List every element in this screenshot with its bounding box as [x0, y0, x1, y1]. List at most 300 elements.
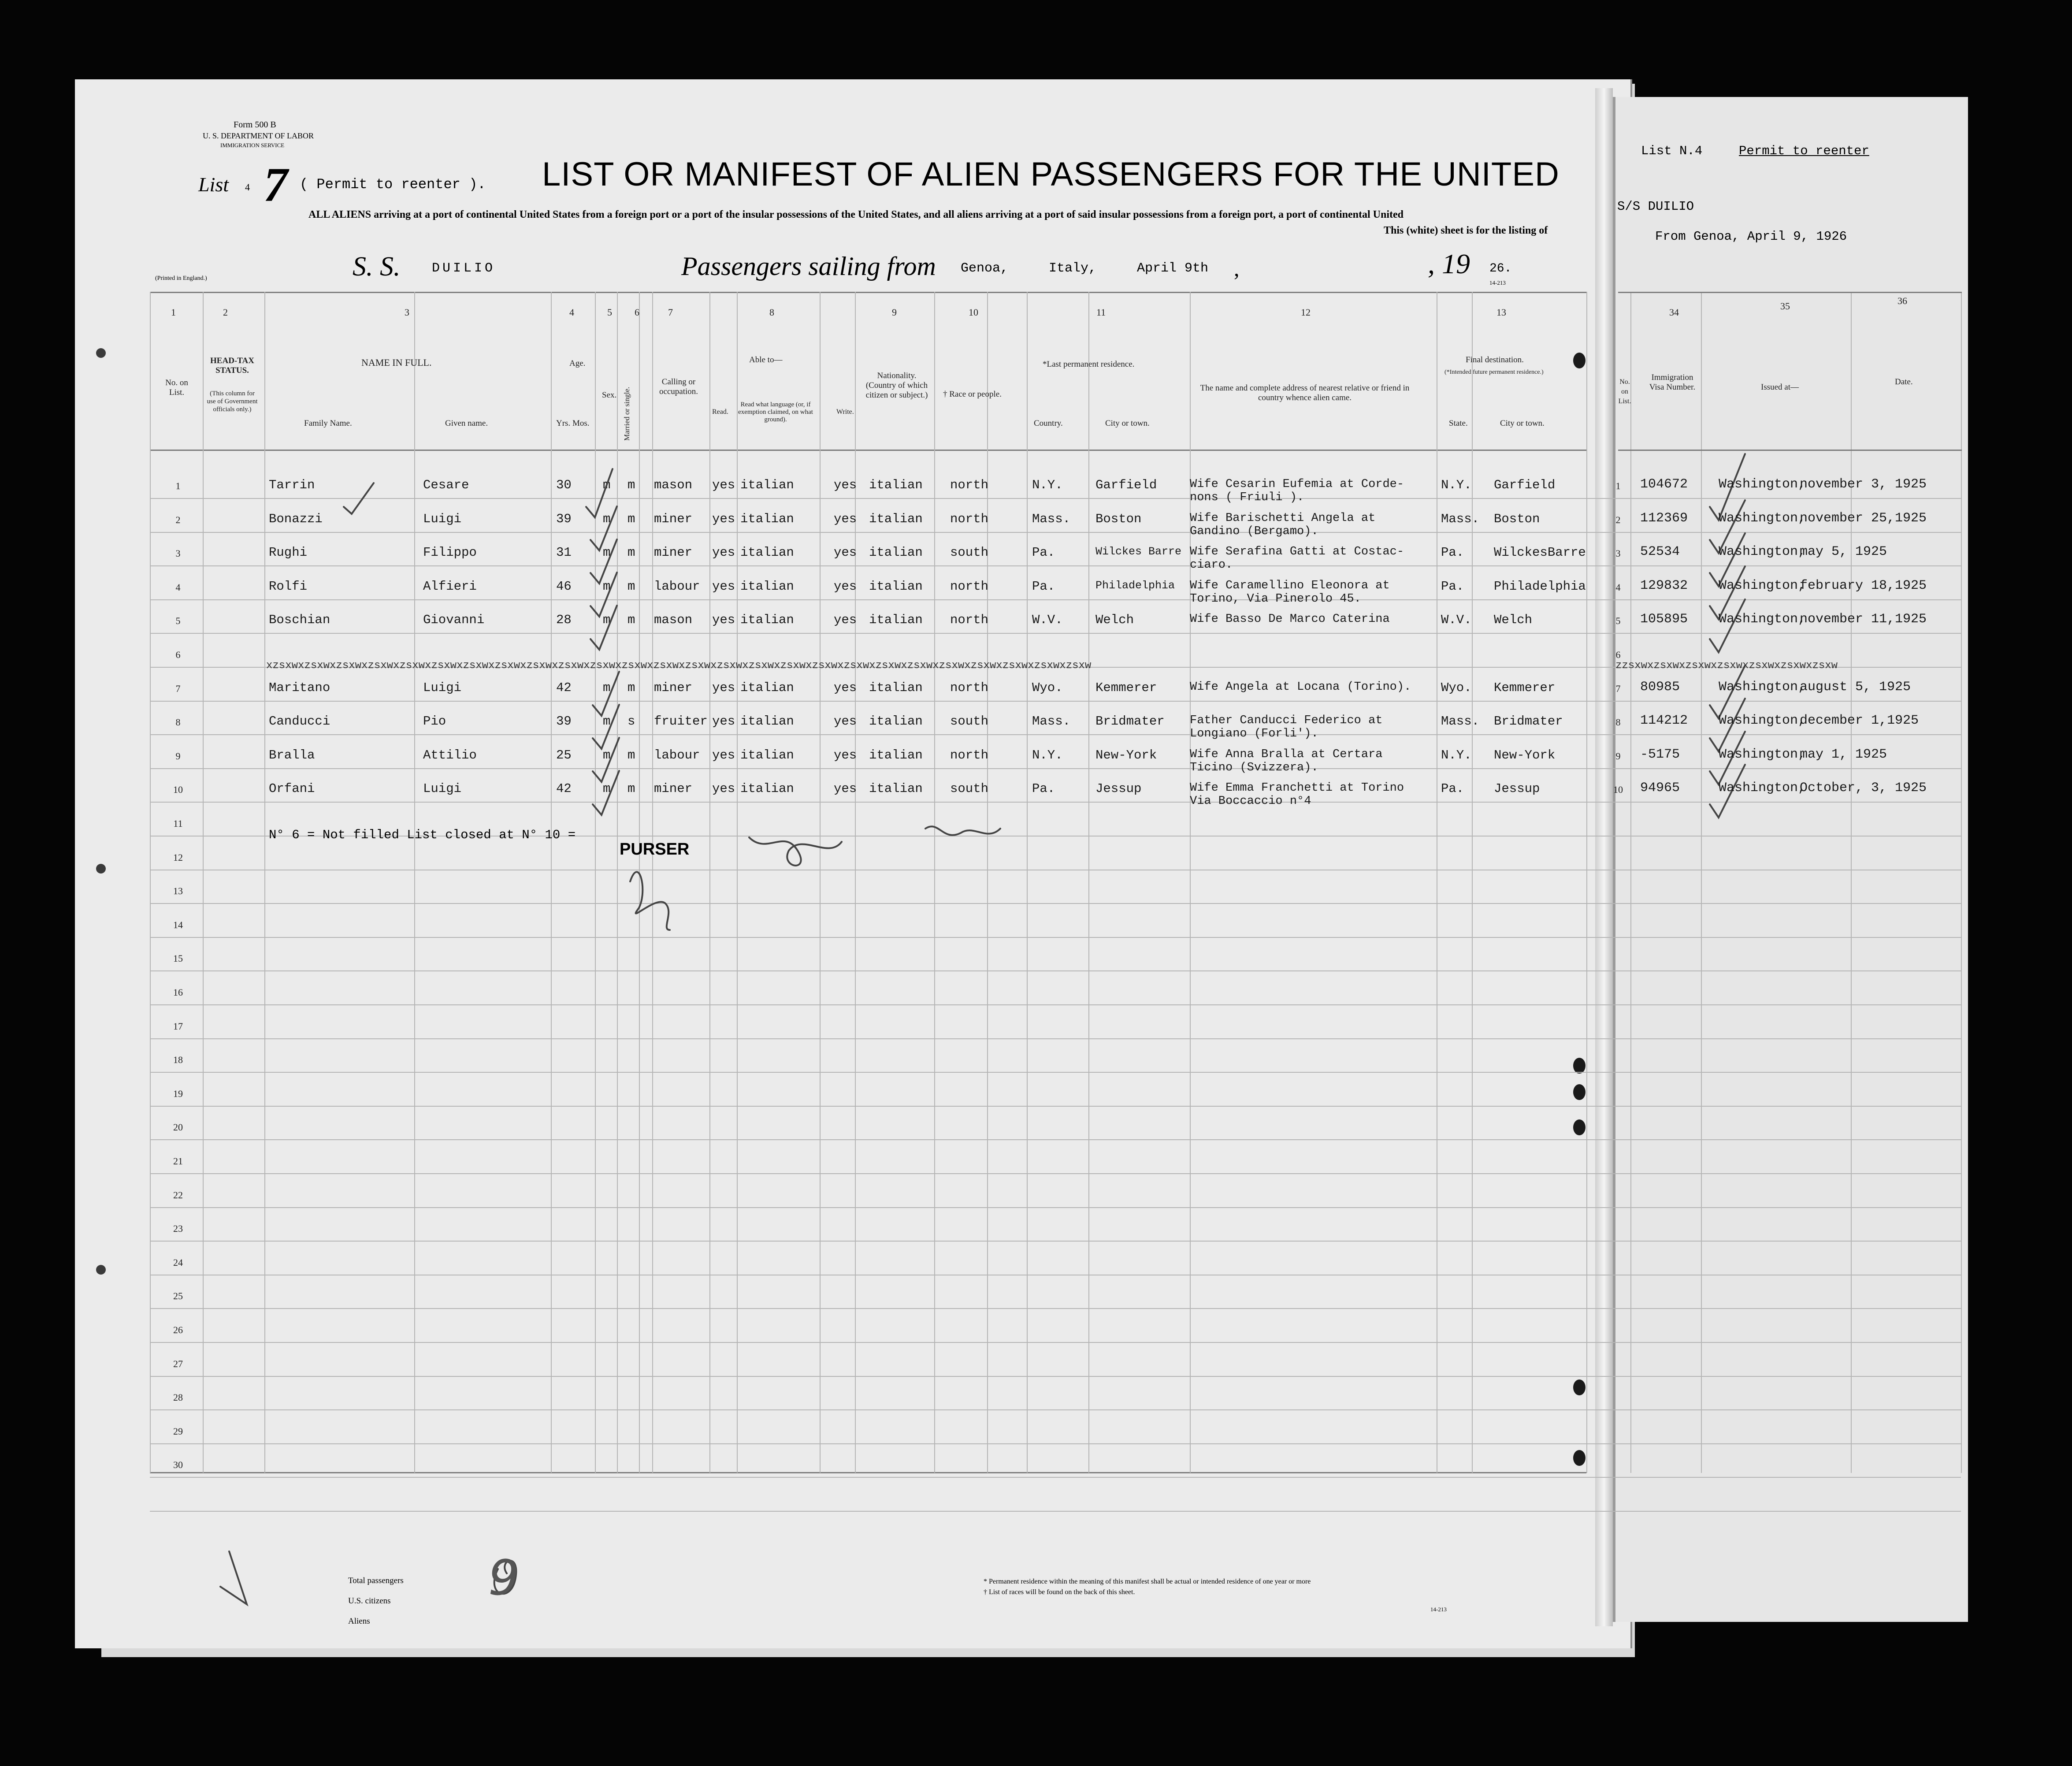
cell-race: north	[950, 478, 989, 492]
cell-lang: italian	[740, 714, 794, 729]
col-num-7: 7	[668, 307, 673, 318]
cell-relative-line2: Torino, Via Pinerolo 45.	[1190, 592, 1361, 606]
right-row-number: 10	[1613, 784, 1623, 796]
row-number: 27	[173, 1358, 183, 1369]
hdr-read-language: Read what language (or, if exemption claimed, on what ground).	[738, 401, 813, 423]
date-comma: ,	[1234, 256, 1240, 281]
check-mark	[590, 506, 617, 550]
cell-dest: Welch	[1494, 613, 1533, 628]
cell-calling: labour	[654, 579, 700, 594]
visa-visa: -5175	[1640, 747, 1680, 762]
cell-read: yes	[712, 478, 735, 492]
cell-city: Jessup	[1095, 781, 1142, 796]
cell-lang: italian	[740, 747, 794, 762]
hdr-final-destination: Final destination.	[1466, 355, 1524, 364]
visa-place: Washington,	[1719, 747, 1806, 762]
cell-relative: Wife Anna Bralla at Certara	[1190, 747, 1383, 761]
right-col-36: 36	[1897, 295, 1907, 306]
cell-relative-line2: ciaro.	[1190, 558, 1233, 572]
cell-lang: italian	[740, 613, 794, 628]
cell-race: north	[950, 680, 989, 695]
row-number: 3	[175, 548, 181, 559]
form-code: 14-213	[1489, 279, 1506, 286]
right-from: From Genoa, April 9, 1926	[1655, 229, 1847, 244]
visa-visa: 112369	[1640, 510, 1688, 526]
cell-state: N.Y.	[1441, 747, 1472, 762]
check-mark	[590, 606, 617, 650]
hdr-age: Age.	[569, 359, 586, 368]
row-number: 9	[175, 750, 181, 762]
cell-calling: fruiter	[654, 714, 708, 729]
cell-read: yes	[712, 511, 735, 526]
hdr-final-destination-note: (*Intended future permanent residence.)	[1444, 369, 1544, 376]
cell-ms: m	[628, 579, 635, 594]
cell-nationality: italian	[869, 545, 923, 560]
cell-relative-line2: Longiano (Forli').	[1190, 727, 1318, 741]
row-number: 4	[175, 581, 181, 593]
cell-read: yes	[712, 781, 735, 796]
visa-visa: 94965	[1640, 781, 1680, 796]
row-number: 6	[175, 649, 181, 660]
row-number: 29	[173, 1425, 183, 1437]
row-number: 1	[175, 480, 181, 491]
cell-calling: labour	[654, 747, 700, 762]
cell-nationality: italian	[869, 714, 923, 729]
cell-relative: Wife Angela at Locana (Torino).	[1190, 680, 1411, 694]
hdr-given-name: Given name.	[445, 419, 488, 428]
form-number: Form 500 B	[234, 120, 276, 130]
cell-dest: New-York	[1494, 747, 1556, 762]
row-number: 28	[173, 1392, 183, 1403]
cell-given: Giovanni	[423, 613, 485, 628]
cell-relative: Wife Emma Franchetti at Torino	[1190, 781, 1404, 795]
cell-lang: italian	[740, 511, 794, 526]
sailing-label: Passengers sailing from	[681, 252, 936, 281]
cell-nationality: italian	[869, 781, 923, 796]
hdr-relative: The name and complete address of nearest relative or friend in country whence alien came.	[1200, 383, 1410, 402]
cell-city: Welch	[1095, 613, 1134, 628]
cell-given: Luigi	[423, 781, 462, 796]
cell-nationality: italian	[869, 511, 923, 526]
cell-lang: italian	[740, 579, 794, 594]
cell-family: Rughi	[269, 545, 308, 560]
cell-given: Luigi	[423, 680, 462, 695]
visa-date: may 5, 1925	[1800, 544, 1887, 560]
right-top-rule	[1618, 292, 1962, 293]
cell-relative: Wife Cesarin Eufemia at Corde-	[1190, 478, 1404, 491]
right-ship: S/S DUILIO	[1617, 199, 1694, 214]
row-number: 10	[173, 784, 183, 796]
ship-name: DUILIO	[432, 261, 496, 276]
visa-date: february 18,1925	[1800, 578, 1927, 593]
check-mark	[593, 672, 619, 716]
cell-dest: Philadelphia	[1494, 579, 1586, 594]
cell-given: Cesare	[423, 478, 469, 492]
col-num-12: 12	[1301, 307, 1311, 318]
footnote-races: † List of races will be found on the back of this sheet.	[984, 1588, 1135, 1596]
cell-calling: mason	[654, 478, 693, 492]
right-header-rule	[1618, 450, 1962, 451]
cell-country: Pa.	[1032, 545, 1055, 560]
cell-state: Wyo.	[1441, 680, 1472, 695]
visa-date: november 25,1925	[1800, 510, 1927, 526]
ss-label: S. S.	[353, 252, 401, 282]
col-num-2: 2	[223, 307, 228, 318]
signature	[630, 872, 670, 930]
col-num-13: 13	[1496, 307, 1506, 318]
hdr-head-tax: HEAD-TAX STATUS.	[210, 356, 254, 375]
col-num-9: 9	[892, 307, 897, 318]
cell-lang: italian	[740, 478, 794, 492]
hdr-able-to: Able to—	[749, 355, 783, 364]
cell-family: Bralla	[269, 747, 315, 762]
cell-age: 30	[556, 478, 572, 492]
cell-write: yes	[834, 545, 857, 560]
row-number: 30	[173, 1459, 183, 1471]
cell-ms: m	[628, 747, 635, 762]
cell-family: Rolfi	[269, 579, 308, 594]
check-mark	[593, 771, 619, 815]
list-label: List	[198, 173, 229, 196]
right-row-number: 9	[1615, 750, 1621, 762]
check-mark	[593, 705, 619, 749]
right-row-number: 8	[1615, 717, 1621, 728]
hdr-write: Write.	[836, 408, 854, 416]
cell-ms: s	[628, 714, 635, 729]
row-number: 17	[173, 1020, 183, 1032]
cell-ms: m	[628, 613, 635, 628]
cell-lang: italian	[740, 781, 794, 796]
cell-country: N.Y.	[1032, 747, 1063, 762]
cell-relative-line2: Ticino (Svizzera).	[1190, 761, 1318, 774]
hdr-city-2: City or town.	[1500, 419, 1545, 428]
col-num-1: 1	[171, 307, 176, 318]
visa-place: Washington,	[1719, 781, 1806, 796]
cell-state: N.Y.	[1441, 478, 1472, 492]
visa-place: Washington,	[1719, 510, 1806, 526]
footer-total-value: 9	[488, 1550, 519, 1606]
cell-country: Wyo.	[1032, 680, 1063, 695]
cell-family: Maritano	[269, 680, 330, 695]
cell-write: yes	[834, 747, 857, 762]
cell-dest: WilckesBarre	[1494, 545, 1586, 560]
cell-read: yes	[712, 579, 735, 594]
cell-country: Pa.	[1032, 579, 1055, 594]
manifest-subtitle: ALL ALIENS arriving at a port of continental United States from a foreign port or a port of the insular possessions of the United States, and all aliens arriving at a port of said insular possessions from a foreign port, a port of continental United	[308, 209, 1404, 220]
visa-place: Washington,	[1719, 713, 1806, 729]
visa-place: Washington,	[1719, 544, 1806, 560]
check-mark	[593, 738, 619, 782]
cell-write: yes	[834, 478, 857, 492]
cell-sex: m	[603, 781, 611, 796]
footer-code: 14-213	[1430, 1606, 1447, 1613]
cell-city: Garfield	[1095, 478, 1157, 492]
right-row-number: 2	[1615, 514, 1621, 525]
row-number: 20	[173, 1122, 183, 1133]
cell-write: yes	[834, 714, 857, 729]
cell-family: Bonazzi	[269, 511, 323, 526]
signature	[749, 837, 842, 866]
department: U. S. DEPARTMENT OF LABOR	[203, 131, 314, 140]
cell-age: 31	[556, 545, 572, 560]
cell-city: Philadelphia	[1095, 579, 1175, 592]
check-mark	[344, 483, 374, 514]
right-row-number: 3	[1615, 548, 1621, 559]
cell-age: 46	[556, 579, 572, 594]
manifest-title: LIST OR MANIFEST OF ALIEN PASSENGERS FOR THE UNITED	[542, 156, 1560, 193]
signature	[220, 1551, 247, 1604]
service: IMMIGRATION SERVICE	[220, 142, 285, 149]
closing-note: N° 6 = Not filled List closed at N° 10 =	[269, 828, 576, 842]
cell-age: 39	[556, 714, 572, 729]
hdr-sex: Sex.	[602, 390, 617, 400]
cell-calling: miner	[654, 511, 693, 526]
col-num-10: 10	[969, 307, 978, 318]
purser-stamp: PURSER	[620, 840, 690, 859]
cell-sex: m	[603, 478, 611, 492]
cell-nationality: italian	[869, 680, 923, 695]
cell-ms: m	[628, 478, 635, 492]
cell-relative-line2: Via Boccaccio n°4	[1190, 795, 1311, 808]
visa-place: Washington,	[1719, 612, 1806, 627]
cell-write: yes	[834, 579, 857, 594]
cell-race: north	[950, 511, 989, 526]
hdr-last-residence: *Last permanent residence.	[1043, 360, 1135, 369]
cell-race: south	[950, 714, 989, 729]
visa-visa: 129832	[1640, 578, 1688, 593]
cell-calling: mason	[654, 613, 693, 628]
visa-visa: 104672	[1640, 477, 1688, 492]
row-number: 14	[173, 919, 183, 930]
cell-country: Pa.	[1032, 781, 1055, 796]
cell-read: yes	[712, 714, 735, 729]
row-number: 5	[175, 615, 181, 627]
cell-given: Pio	[423, 714, 446, 729]
cell-ms: m	[628, 781, 635, 796]
cell-state: Pa.	[1441, 579, 1464, 594]
sailing-country: Italy,	[1049, 261, 1097, 276]
cell-sex: m	[603, 511, 611, 526]
cell-race: north	[950, 747, 989, 762]
right-row-number: 6	[1615, 649, 1621, 660]
cell-sex: m	[603, 714, 611, 729]
col-num-8: 8	[769, 307, 774, 318]
cell-given: Attilio	[423, 747, 477, 762]
cell-read: yes	[712, 613, 735, 628]
cell-dest: Bridmater	[1494, 714, 1563, 729]
cell-age: 42	[556, 680, 572, 695]
visa-date: may 1, 1925	[1800, 747, 1887, 762]
visa-visa: 80985	[1640, 679, 1680, 695]
visa-visa: 105895	[1640, 612, 1688, 627]
check-mark	[590, 539, 617, 584]
cell-ms: m	[628, 511, 635, 526]
footer-total: Total passengers	[348, 1576, 404, 1585]
right-permit: Permit to reenter	[1739, 144, 1869, 158]
cell-age: 42	[556, 781, 572, 796]
row-number: 8	[175, 717, 181, 728]
cell-family: Boschian	[269, 613, 330, 628]
cell-race: south	[950, 545, 989, 560]
hdr-family-name: Family Name.	[304, 419, 352, 428]
check-mark	[586, 469, 613, 517]
cell-relative: Wife Basso De Marco Caterina	[1190, 613, 1390, 626]
year-prefix: , 19	[1428, 248, 1470, 279]
visa-date: October, 3, 1925	[1800, 781, 1927, 796]
cell-age: 39	[556, 511, 572, 526]
row-number: 12	[173, 851, 183, 863]
row-number: 24	[173, 1257, 183, 1268]
hdr-calling: Calling or occupation.	[659, 377, 698, 396]
visa-date: november 11,1925	[1800, 612, 1927, 627]
cell-city: New-York	[1095, 747, 1157, 762]
hdr-state: State.	[1449, 419, 1468, 428]
right-hdr-no: No. on List.	[1618, 378, 1631, 405]
cell-given: Filippo	[423, 545, 477, 560]
right-row-number: 7	[1615, 683, 1621, 694]
row-number: 22	[173, 1189, 183, 1201]
visa-place: Washington,	[1719, 477, 1806, 492]
hdr-name-in-full: NAME IN FULL.	[361, 357, 432, 368]
sailing-port: Genoa,	[961, 261, 1009, 276]
footer-aliens: Aliens	[348, 1617, 370, 1626]
hdr-no-on-list: No. on List.	[165, 378, 188, 397]
row-number: 23	[173, 1223, 183, 1234]
footnote-residence: * Permanent residence within the meaning of this manifest shall be actual or intended residence of one year or more	[984, 1578, 1311, 1585]
cell-read: yes	[712, 545, 735, 560]
visa-visa: 114212	[1640, 713, 1688, 729]
cell-sex: m	[603, 579, 611, 594]
row-number: 11	[173, 818, 183, 829]
cell-race: south	[950, 781, 989, 796]
year-suffix: 26.	[1489, 262, 1512, 275]
cell-calling: miner	[654, 680, 693, 695]
cell-relative: Wife Barischetti Angela at	[1190, 511, 1376, 525]
cell-given: Alfieri	[423, 579, 477, 594]
cell-dest: Kemmerer	[1494, 680, 1556, 695]
cell-read: yes	[712, 680, 735, 695]
row-number: 26	[173, 1324, 183, 1335]
row-number: 25	[173, 1290, 183, 1302]
cell-age: 28	[556, 613, 572, 628]
cell-write: yes	[834, 511, 857, 526]
cell-country: N.Y.	[1032, 478, 1063, 492]
cell-sex: m	[603, 747, 611, 762]
cell-family: Canducci	[269, 714, 330, 729]
cell-race: north	[950, 579, 989, 594]
manifest-subtitle-2: This (white) sheet is for the listing of	[1384, 225, 1548, 236]
right-row-6-cancelled: zzsxwxzsxwxzsxwxzsxwxzsxwxzsxwxzsxw	[1615, 660, 1838, 672]
cell-relative-line2: Gandino (Bergamo).	[1190, 524, 1318, 538]
list-prefix: 4	[245, 182, 250, 193]
cell-nationality: italian	[869, 613, 923, 628]
check-mark	[590, 573, 617, 617]
printed-in: (Printed in England.)	[155, 275, 207, 282]
hdr-country: Country.	[1034, 419, 1063, 428]
cell-nationality: italian	[869, 747, 923, 762]
right-hdr-issued: Issued at—	[1761, 383, 1799, 392]
right-hdr-date: Date.	[1895, 377, 1913, 387]
cell-state: W.V.	[1441, 613, 1472, 628]
col-num-5: 5	[607, 307, 612, 318]
cell-nationality: italian	[869, 579, 923, 594]
cell-write: yes	[834, 613, 857, 628]
cell-state: Pa.	[1441, 545, 1464, 560]
right-row-number: 5	[1615, 615, 1621, 627]
row-number: 15	[173, 953, 183, 964]
visa-date: november 3, 1925	[1800, 477, 1927, 492]
row-number: 2	[175, 514, 181, 525]
row-number: 19	[173, 1088, 183, 1099]
right-col-34: 34	[1669, 307, 1679, 318]
cell-calling: miner	[654, 545, 693, 560]
cell-country: W.V.	[1032, 613, 1063, 628]
cell-family: Orfani	[269, 781, 315, 796]
visa-date: december 1,1925	[1800, 713, 1919, 729]
cell-age: 25	[556, 747, 572, 762]
cell-relative: Wife Serafina Gatti at Costac-	[1190, 545, 1404, 559]
visa-place: Washington,	[1719, 679, 1806, 695]
cell-read: yes	[712, 747, 735, 762]
signature	[925, 826, 1000, 835]
footer-citizens: U.S. citizens	[348, 1596, 391, 1606]
cell-relative: Father Canducci Federico at	[1190, 714, 1383, 728]
hdr-nationality: Nationality. (Country of which citizen or subject.)	[865, 371, 928, 400]
cell-city: Boston	[1095, 511, 1142, 526]
row-number: 16	[173, 987, 183, 998]
hdr-yrs-mos: Yrs. Mos.	[556, 419, 590, 428]
cell-relative-line2: nons ( Friuli ).	[1190, 491, 1304, 504]
cell-relative: Wife Caramellino Eleonora at	[1190, 579, 1390, 592]
list-number: 7	[264, 158, 288, 212]
col-num-4: 4	[569, 307, 574, 318]
cell-city: Kemmerer	[1095, 680, 1157, 695]
visa-place: Washington,	[1719, 578, 1806, 593]
cell-country: Mass.	[1032, 714, 1071, 729]
right-row-number: 1	[1615, 480, 1621, 491]
cell-calling: miner	[654, 781, 693, 796]
cell-city: Wilckes Barre	[1095, 545, 1182, 558]
cell-state: Mass.	[1441, 511, 1480, 526]
hdr-head-tax-note: (This column for use of Government officials only.)	[207, 390, 258, 413]
cell-sex: m	[603, 545, 611, 560]
hdr-race: † Race or people.	[943, 390, 1002, 399]
col-num-11: 11	[1096, 307, 1106, 318]
cell-sex: m	[603, 680, 611, 695]
cell-write: yes	[834, 680, 857, 695]
cell-given: Luigi	[423, 511, 462, 526]
right-row-number: 4	[1615, 581, 1621, 593]
cell-family: Tarrin	[269, 478, 315, 492]
row-number: 21	[173, 1156, 183, 1167]
row-number: 18	[173, 1054, 183, 1066]
cell-state: Mass.	[1441, 714, 1480, 729]
visa-visa: 52534	[1640, 544, 1680, 560]
col-num-3: 3	[405, 307, 409, 318]
col-num-6: 6	[635, 307, 639, 318]
cell-nationality: italian	[869, 478, 923, 492]
cell-state: Pa.	[1441, 781, 1464, 796]
cell-dest: Boston	[1494, 511, 1540, 526]
cell-lang: italian	[740, 680, 794, 695]
right-col-35: 35	[1780, 301, 1790, 312]
right-list-number: List N.4	[1641, 144, 1703, 158]
hdr-read: Read.	[712, 408, 728, 416]
row-number: 13	[173, 885, 183, 897]
cell-ms: m	[628, 680, 635, 695]
hdr-married: Married or single.	[623, 387, 631, 441]
cell-dest: Jessup	[1494, 781, 1540, 796]
